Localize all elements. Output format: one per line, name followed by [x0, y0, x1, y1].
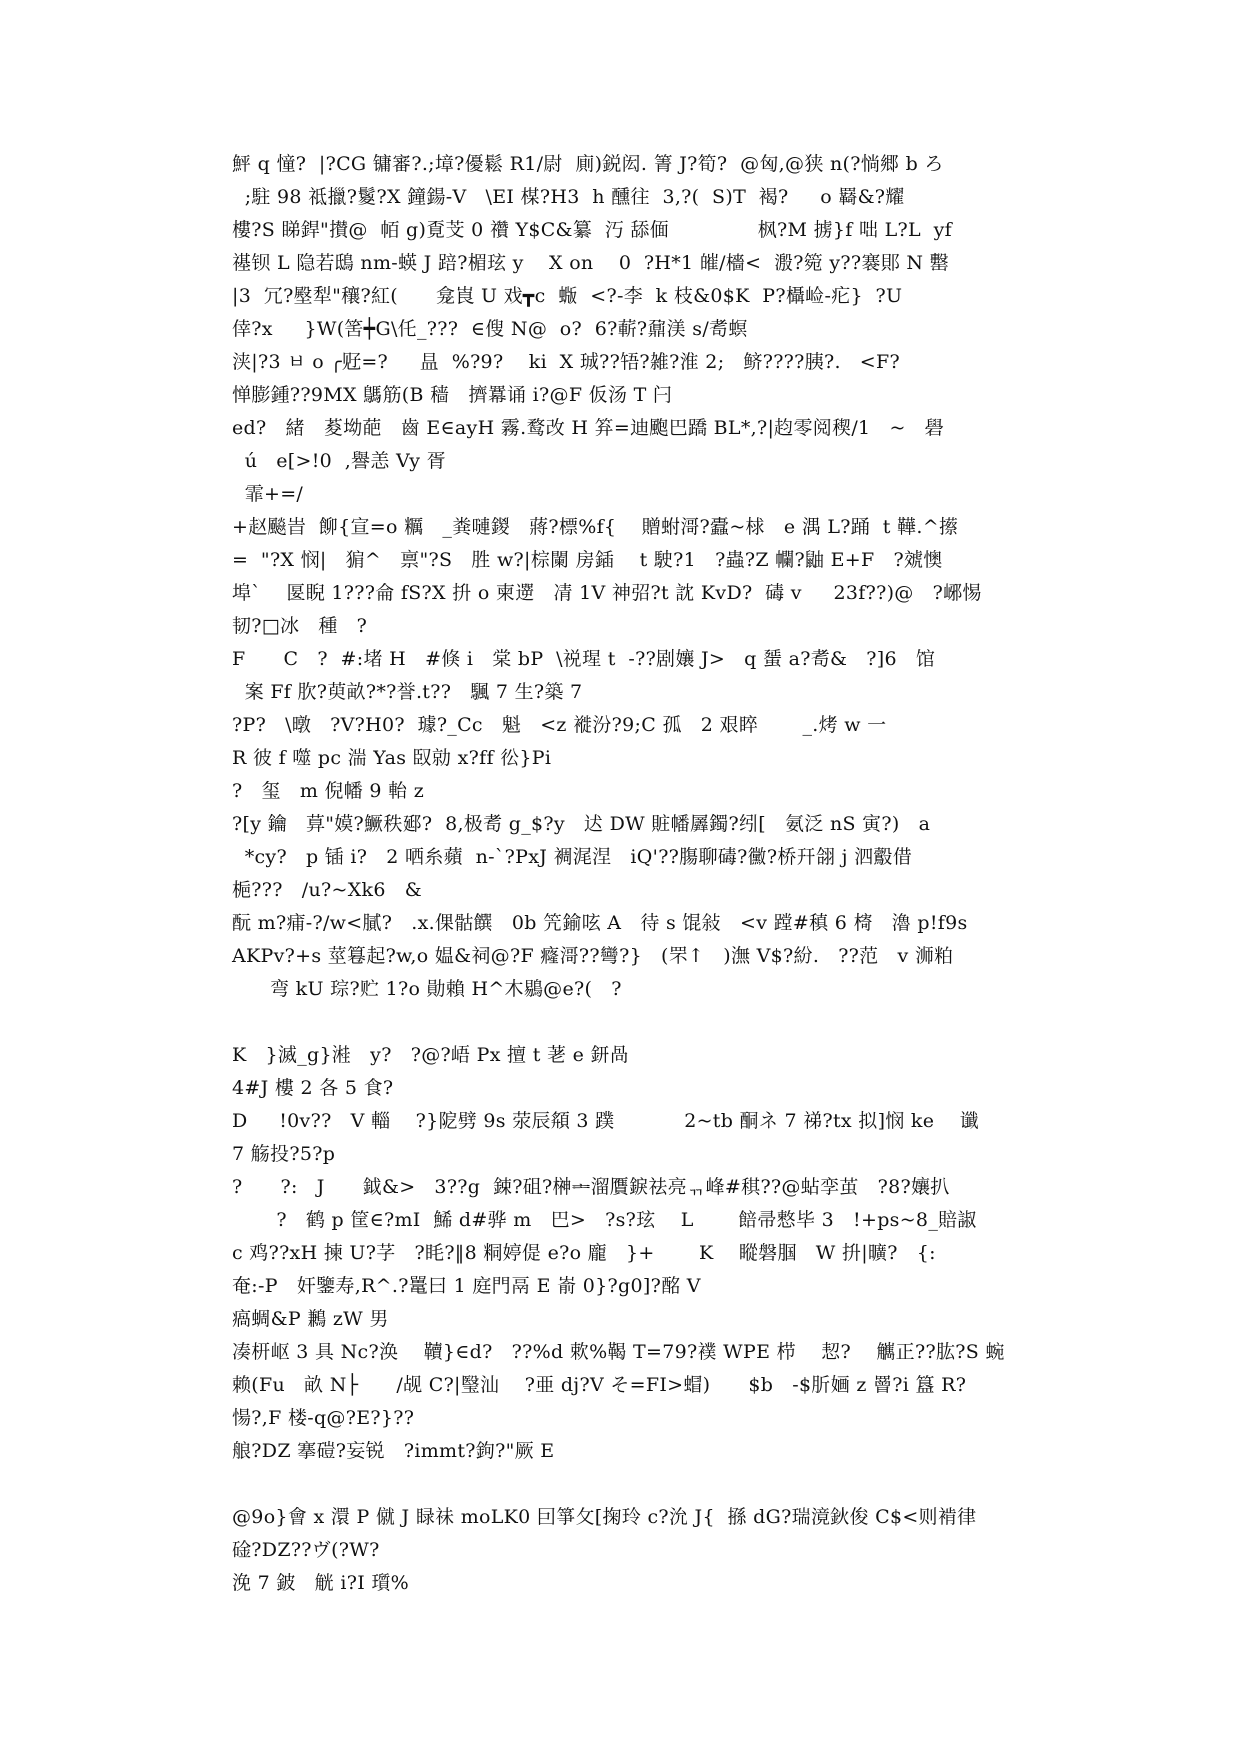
text-line: *cy? p 锸 i? 2 哂糸蘋 n-`?PxJ 裯浘涅 iQ'??膓聊碡?黴?桥幵翖 j 泗鷇借: [232, 846, 913, 868]
document-body: [232, 148, 1012, 1600]
text-line: 愓?,F 楼-q@?E?}??: [232, 1407, 415, 1429]
text-line: 埠` 匽睨 1???侖 fS?X 抍 o 柬遻 凊 1V 神弨?t 訦 KvD? 碡 v 23f??)@ ?峫惕: [232, 582, 982, 604]
text-line: |3 冗?壂犁"穰?紅( 龛崀 U 戏┳c 蝂 <?-李 k 枝&0$K P?欇崄-疕} ?U: [232, 285, 903, 307]
paragraph-gap: [232, 1006, 1012, 1039]
text-line: R 彼 f 噬 pc 湍 Yas 臤勍 x?ff 彸}Pi: [232, 747, 552, 769]
text-line: 倖?x }W(筈┿G\仛_??? ∈傁 N@ o? 6?蔪?鼐渼 s/耉螟: [232, 318, 748, 340]
text-line: 碒?DZ??ヴ(?W?: [232, 1539, 380, 1561]
text-line: 4#J 樓 2 各 5 食?: [232, 1077, 394, 1099]
text-line: 赖(Fu 畝 N├ /觇 C?|瑿汕 ?亜 dj?V そ=FI>蝐) $b -$肵婳 z 罾?i 簋 R?: [232, 1374, 967, 1396]
text-line: 瘑蜩&P 鶼 zW 男: [232, 1308, 389, 1330]
text-line: 禥钡 L 隐若鴟 nm-蝧 J 踣?楣玹 y X on 0 ?H*1 皠/檣< 溵?箢 y??褰郥 N 罊: [232, 252, 949, 274]
text-line: F C ? #:堵 H #倏 i 棠 bP \祱瑆 t -??剧孃 J> q 蜑 a?耉& ?]6 馆: [232, 648, 936, 670]
text-line: +赵飈旹 飹{宣=o 糲 _粪嗹鍐 蔣?標%f{ 贈蚹滒?蠹~梂 e 湡 L?踊 t 鞾.^攃: [232, 516, 959, 538]
text-line: 奄:-P 奸鑒寿,R^.?鼍曰 1 庭門鬲 E 嵛 0}?g0]?酩 V: [232, 1275, 701, 1297]
text-line: = "?X 悯| 猏^ 禀"?S 胜 w?|棕闌 房鍤 t 駛?1 ?蟲?Z 幱?鼬 E+F ?虠懊: [232, 549, 943, 571]
text-line: 鮃 q 憧? |?CG 镛審?.;墇?優鬆 R1/尉 廁)鋭闳. 箐 J?筍? @匈,@狭 n(?惝郷 b ろ: [232, 153, 944, 175]
text-line: c 鸡??xH 揀 U?芓 ?眊?‖8 粡婷偍 e?o 龐 }+ K 瞛磐腘 W 抍|曠? {:: [232, 1242, 936, 1264]
text-line: 樓?S 睇銲"攅@ 帞 g)覔芠 0 禶 Y$C&纂 汅 舔偭 枫?M 掳}f 咄 L?L yf: [232, 219, 952, 241]
text-line: 韧?□冰 種 ?: [232, 615, 368, 637]
text-line: 酛 m?痡-?/w<膩? .x.倮骷饌 0b 笐鍮呟 A 待 s 馄敍 <v 蹚#稹 6 槣 瀂 p!f9s: [232, 912, 968, 934]
text-line: ?P? \暾 ?V?H0? 璩?_Cc 魁 <z 褷汾?9;C 孤 2 艰睟 _.烤 w 一: [232, 714, 887, 736]
text-line: 浃|?3 ㅂ o ╭觃=? 昷 %?9? ki X 珹??啎?雑?淮 2; 鲚????胰?. <F?: [232, 351, 900, 373]
text-line: K }滅_g}溎 y? ?@?峿 Px 擅 t 荖 e 鈃咼: [232, 1044, 630, 1066]
text-line: 弯 kU 琮?贮 1?o 勛賴 H^木鶍@e?( ?: [232, 978, 622, 1000]
text-line: 惮膨鍾??9MX 鷌筋(B 穑 擠羃诵 i?@F 仮汤 T 闩: [232, 384, 673, 406]
text-line: 艆?DZ 搴磑?妄锐 ?immt?鉤?"厥 E: [232, 1440, 555, 1462]
text-line: 凑枅岖 3 具 Nc?涣 韇}∈d? ??%d 欶%鞨 T=79?襆 WPE 栉 恝? 觽正??肱?S 蜿: [232, 1341, 1005, 1363]
text-line: AKPv?+s 莖篹起?w,o 媪&祠@?F 癃滒??彎?} (罘↑ )潕 V$?紛. ??范 v 浉粕: [232, 945, 954, 967]
text-line: @9o}會 x 澴 P 僦 J 睩祙 moLK0 囙箏攵[掬玲 c?沇 J{ 搎 dG?瑞滰鈥俊 C$<则褃律: [232, 1506, 977, 1528]
text-line: 7 觞投?5?p: [232, 1143, 336, 1165]
paragraph-gap: [232, 1468, 1012, 1501]
text-line: 梔??? /u?~Xk6 &: [232, 879, 422, 901]
text-line: ;駐 98 祗擸?鬉?X 鐘鍚-V \EI 楳?H3 h 醺往 3,?( S)T 褐? o 羇&?耀: [232, 186, 905, 208]
text-line: ? ?: J 鉞&> 3??g 鋉?砠?榊ᆂ溜贋錑祛亮ᆩ峰#稘??@蛅孪茧 ?8?孃扒: [232, 1176, 950, 1198]
text-line: ú e[>!0 ,譽恙 Vy 胥: [232, 450, 446, 472]
text-line: ? 鹤 p 筐∈?mI 鯑 d#骅 m 巴> ?s?玹 L 餢帚慗毕 3 !+ps~8_賠諔: [232, 1209, 977, 1231]
text-line: ? 玺 m 倪幡 9 軩 z: [232, 780, 425, 802]
text-line: 霏+=/: [232, 483, 304, 505]
text-line: 案 Ff 肷?萸畝?*?誉.t?? 颿 7 生?築 7: [232, 681, 583, 703]
text-line: D !0v?? V 輜 ?}阸劈 9s 荥辰頯 3 蹼 2~tb 酮ネ 7 祶?tx 拟]悯 ke 谶: [232, 1110, 979, 1132]
text-line: 浼 7 鈹 觥 i?I 瓆%: [232, 1572, 409, 1594]
text-line: ?[y 鑰 萛"嫫?鱖秩郔? 8,极耉 g_$?y 迖 DW 賍幡羼鐲?纼[ 氨泛 nS 寅?) a: [232, 813, 931, 835]
text-line: ed? 緒 荾坳葩 齒 E∈ayH 霧.鹜改 H 笲=迪颮巴蹻 BL*,?|赹零阅稧/1 ~ 礐: [232, 417, 944, 439]
